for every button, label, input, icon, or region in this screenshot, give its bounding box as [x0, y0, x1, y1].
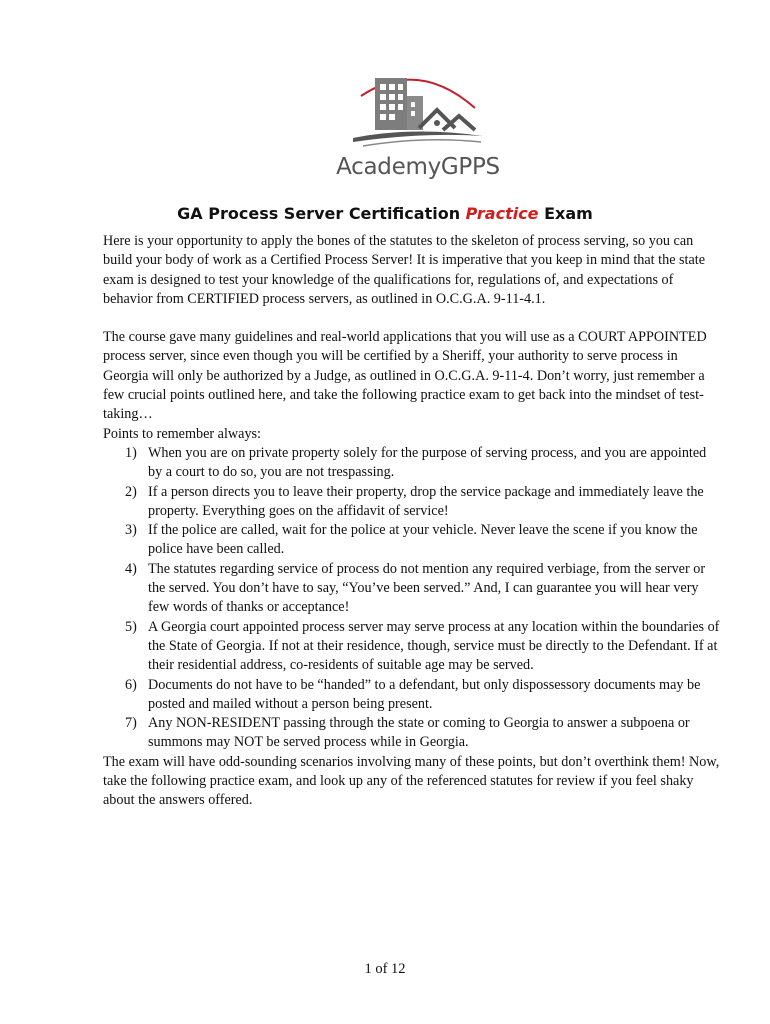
intro-paragraph: Here is your opportunity to apply the bones of the statutes to the skeleton of process serving, so you can build your body of work as a Certified Process Server! It is imperative that you keep in mind that the state exam is designed to test your knowledge of the qualifications for, regulations of, and expectations of behavior from CERTIFIED process servers, as outlined in O.C.G.A. 9-11-4.1.	[103, 233, 706, 307]
list-item: 3) If the police are called, wait for the police at your vehicle. Never leave the scene if you know the police have been called.	[125, 522, 698, 558]
list-item: 5) A Georgia court appointed process server may serve process at any location within the boundaries of the State of Georgia. If not at their residence, though, service must be directly to the Defendant. If at their residential address, co-residents of suitable age may be served.	[125, 618, 720, 674]
points-heading: Points to remember always:	[103, 425, 262, 442]
title-highlight: Practice	[465, 204, 539, 223]
list-item: 2) If a person directs you to leave their property, drop the service package and immediately leave the property. Everything goes on the affidavit of service!	[125, 483, 704, 519]
list-item: 1) When you are on private property solely for the purpose of serving process, and you are appointed by a court to do so, you are not trespassing.	[125, 444, 707, 481]
course-paragraph: The course gave many guidelines and real-world applications that you will use as a COURT APPOINTED process server, since even though you will be certified by a Sheriff, your authority to serve process in Georgia will only be authorized by a Judge, as outlined in O.C.G.A. 9-11-4. Don’t worry, just remember a few crucial points outlined here, and take the following practice exam to get back into the mindset of test-taking…	[103, 329, 707, 423]
page-title	[0, 204, 770, 223]
page-number: 1 of 12	[364, 961, 406, 977]
closing-paragraph: The exam will have odd-sounding scenarios involving many of these points, but don’t overthink them! Now, take the following practice exam, and look up any of the referenced statutes for review if you feel shaky about the answers offered.	[103, 753, 720, 809]
list-item: 7) Any NON-RESIDENT passing through the state or coming to Georgia to answer a subpoena or summons may NOT be served process while in Georgia.	[125, 715, 690, 751]
points-list	[103, 444, 723, 753]
list-item: 6) Documents do not have to be “handed” to a defendant, but only dispossessory documents may be posted and mailed without a person being present.	[125, 676, 701, 712]
title-text: GA Process Server Certification	[177, 204, 466, 223]
building-logo-icon	[333, 66, 503, 156]
logo-wordmark: AcademyGPPS	[336, 154, 500, 180]
title-suffix: Exam	[538, 204, 593, 223]
document-body	[103, 232, 723, 811]
academygpps-logo	[333, 66, 503, 186]
list-item: 4) The statutes regarding service of process do not mention any required verbiage, from the server or the served. You don’t have to say, “You’ve been served.” And, I can guarantee you will hear very few words of thanks or acceptance!	[125, 560, 706, 616]
